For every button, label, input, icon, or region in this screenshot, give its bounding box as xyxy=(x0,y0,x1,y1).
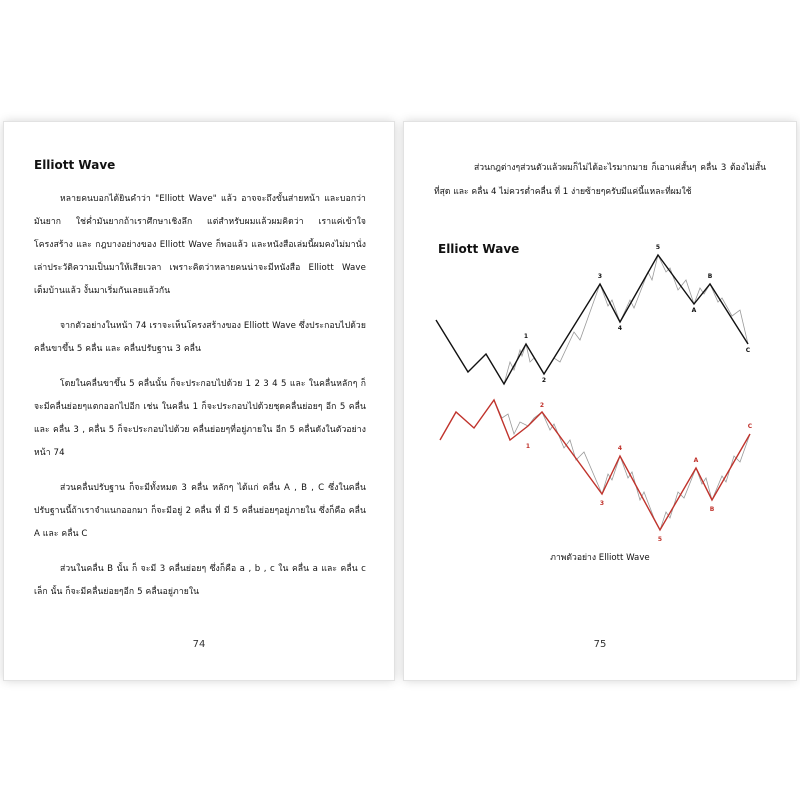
bear-wave-label-5: 5 xyxy=(657,536,663,543)
right-page xyxy=(404,122,796,680)
bull-wave-label-1: 1 xyxy=(523,333,529,340)
bull-wave-label-C: C xyxy=(745,347,751,354)
bear-wave-line xyxy=(440,400,750,530)
paragraph-3: โดยในคลื่นขาขึ้น 5 คลื่นนั้น ก็จะประกอบไปด้วย 1 2 3 4 5 และ ในคลื่นหลักๆ ก็จะมีคลื่นย่อยๆแตกออกไปอีก เช่น ในคลื่น 1 ก็จะประกอบไปด้วยชุดคลื่นย่อยๆ อีก 5 คลื่น และ คลื่น 3 , คลื่น 5 ก็จะประกอบไปด้วย คลื่นย่อยๆที่อยู่ภายใน อีก 5 คลื่นดังในตัวอย่างหน้า 74 xyxy=(34,379,366,458)
bull-wave-label-3: 3 xyxy=(597,273,603,280)
figure-title: Elliott Wave xyxy=(438,242,520,256)
bull-wave-label-2: 2 xyxy=(541,377,547,384)
bear-wave-label-2: 2 xyxy=(539,402,545,409)
bear-wave-label-B: B xyxy=(709,506,715,513)
bull-wave-label-A: A xyxy=(691,307,697,314)
intro-paragraph: ส่วนกฎต่างๆส่วนตัวแล้วผมก็ไม่ได้อะไรมากมาย ก็เอาแค่สั้นๆ คลื่น 3 ต้องไม่สั้นที่สุด และ คลื่น 4 ไม่ควรต่ำคลื่น ที่ 1 ง่ายซ้ายๆครับมีแค่นี้แหละที่ผมใช้ xyxy=(434,163,766,197)
left-page xyxy=(4,122,394,680)
page-number-left: 74 xyxy=(192,639,206,650)
bear-wave-label-1: 1 xyxy=(525,443,531,450)
page-number-right: 75 xyxy=(593,639,607,650)
paragraph-4: ส่วนคลื่นปรับฐาน ก็จะมีทั้งหมด 3 คลื่น หลักๆ ได้แก่ คลื่น A , B , C ซึ่งในคลื่นปรับฐานนี้ถ้าเราจำแนกออกมา ก็จะมีอยู่ 2 คลื่น ที่ มี 5 คลื่นย่อยๆอยู่ภายใน ซึ่งก็คือ คลื่น A และ คลื่น C xyxy=(34,483,366,539)
bull-wave-label-4: 4 xyxy=(617,325,623,332)
bear-wave-label-C: C xyxy=(747,423,753,430)
bear-wave-label-4: 4 xyxy=(617,445,623,452)
paragraph-1: หลายคนบอกได้ยินคำว่า "Elliott Wave" แล้ว อาจจะถึงขั้นส่ายหน้า และบอกว่ามันยาก ใช่ค่ำมันยากถ้าเราศึกษาเชิงลึก แต่สำหรับผมแล้วผมคิดว่า เราแค่เข้าใจโครงสร้าง และ กฎบางอย่างของ Elliott Wave ก็พอแล้ว และหนังสือเล่มนี้ผมคงไม่มานั่งเล่าประวัติความเป็นมาให้เสียเวลา เพราะคิดว่าหลายคนน่าจะมีหนังสือ Elliott Wave เต็มบ้านแล้ว งั้นมาเริ่มกันเลยแล้วกัน xyxy=(34,194,366,296)
bull-wave-line xyxy=(436,255,748,384)
bull-wave-label-B: B xyxy=(707,273,713,280)
paragraph-2: จากตัวอย่างในหน้า 74 เราจะเห็นโครงสร้างของ Elliott Wave ซึ่งประกอบไปด้วย คลื่นขาขึ้น 5 คลื่น และ คลื่นปรับฐาน 3 คลื่น xyxy=(34,321,366,354)
section-heading: Elliott Wave xyxy=(34,158,116,172)
figure-caption: ภาพตัวอย่าง Elliott Wave xyxy=(550,553,650,563)
bear-wave-label-3: 3 xyxy=(599,500,605,507)
bear-wave-label-A: A xyxy=(693,457,699,464)
elliott-wave-diagram xyxy=(404,122,796,680)
bull-wave-label-5: 5 xyxy=(655,244,661,251)
paragraph-5: ส่วนในคลื่น B นั้น ก็ จะมี 3 คลื่นย่อยๆ ซึ่งก็คือ a , b , c ใน คลื่น a และ คลื่น c เล็ก นั้น ก็จะมีคลื่นย่อยๆอีก 5 คลื่นอยู่ภายใน xyxy=(34,564,366,597)
